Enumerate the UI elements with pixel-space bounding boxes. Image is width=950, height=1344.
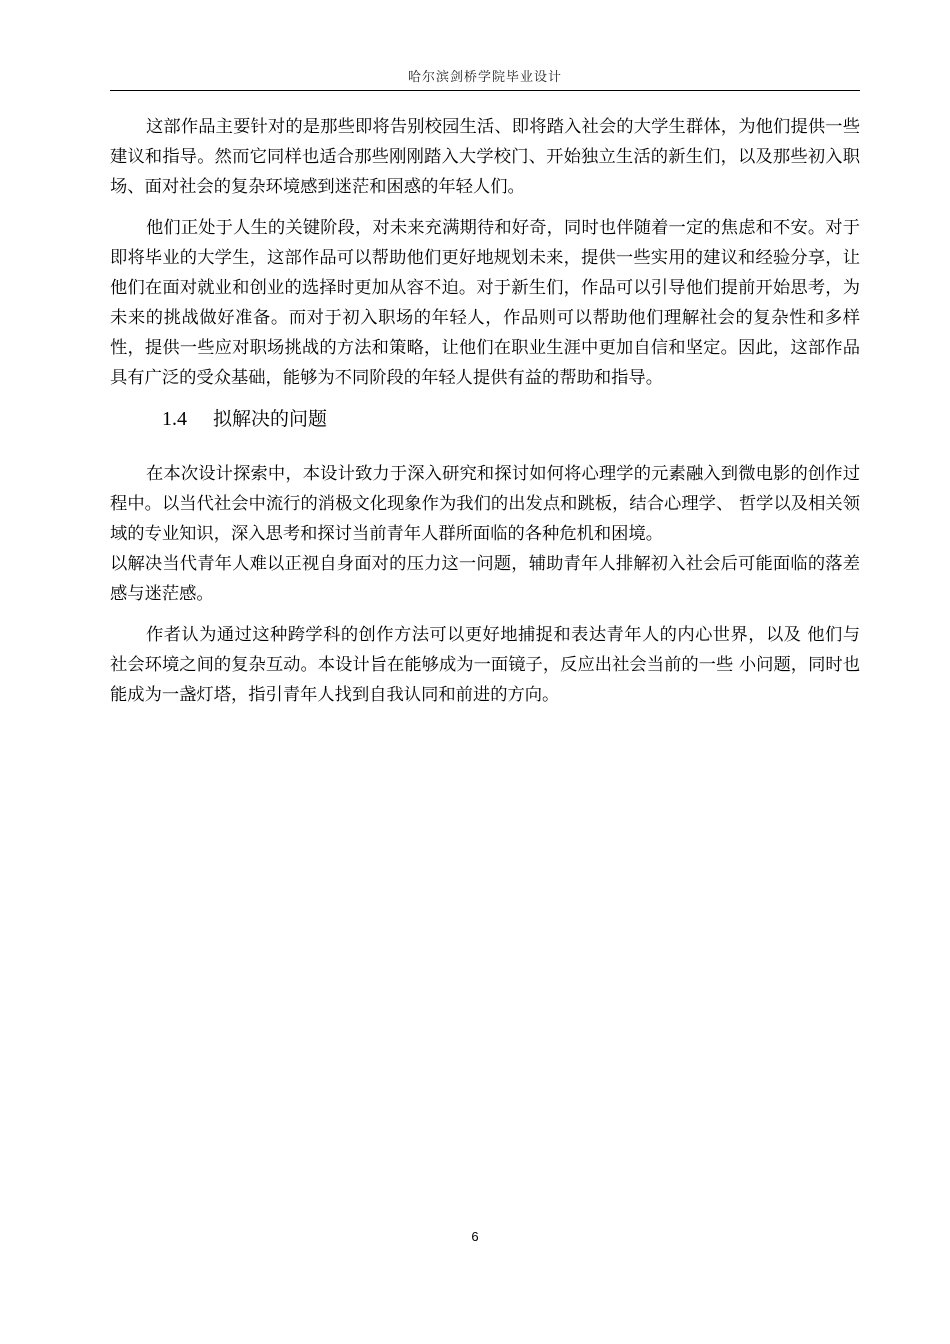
paragraph-design-exploration: 在本次设计探索中，本设计致力于深入研究和探讨如何将心理学的元素融入到微电影的创作过程中。以当代社会中流行的消极文化现象作为我们的出发点和跳板，结合心理学、 哲学以及相关领域的专业知识，深入思考和探讨当前青年人群所面临的各种危机和困境。: [110, 464, 860, 544]
section-title: 拟解决的问题: [213, 408, 328, 430]
paragraph-audience: 这部作品主要针对的是那些即将告别校园生活、即将踏入社会的大学生群体，为他们提供一些建议和指导。然而它同样也适合那些刚刚踏入大学校门、开始独立生活的新生们，以及那些初入职场、面对社会的复杂环境感到迷茫和困惑的年轻人们。: [110, 117, 860, 197]
paragraph-author-view: 作者认为通过这种跨学科的创作方法可以更好地捕捉和表达青年人的内心世界，以及 他们与社会环境之间的复杂互动。本设计旨在能够成为一面镜子，反应出社会当前的一些 小问题，同时也能成为一盏灯塔，指引青年人找到自我认同和前进的方向。: [110, 625, 860, 705]
section-number: 1.4: [162, 408, 187, 430]
paragraph-solve-problem: 以解决当代青年人难以正视自身面对的压力这一问题，辅助青年人排解初入社会后可能面临的落差感与迷茫感。: [110, 554, 860, 604]
page-number: 6: [471, 1229, 479, 1244]
document-body: [110, 112, 860, 721]
section-heading: [162, 404, 860, 434]
header-title: 哈尔滨剑桥学院毕业设计: [407, 70, 562, 85]
page-header: [110, 66, 860, 91]
paragraph-life-stage: 他们正处于人生的关键阶段，对未来充满期待和好奇，同时也伴随着一定的焦虑和不安。对于即将毕业的大学生，这部作品可以帮助他们更好地规划未来，提供一些实用的建议和经验分享，让他们在面对就业和创业的选择时更加从容不迫。对于新生们，作品可以引导他们提前开始思考，为未来的挑战做好准备。而对于初入职场的年轻人，作品则可以帮助他们理解社会的复杂性和多样性，提供一些应对职场挑战的方法和策略，让他们在职业生涯中更加自信和坚定。因此，这部作品具有广泛的受众基础，能够为不同阶段的年轻人提供有益的帮助和指导。: [110, 218, 860, 388]
